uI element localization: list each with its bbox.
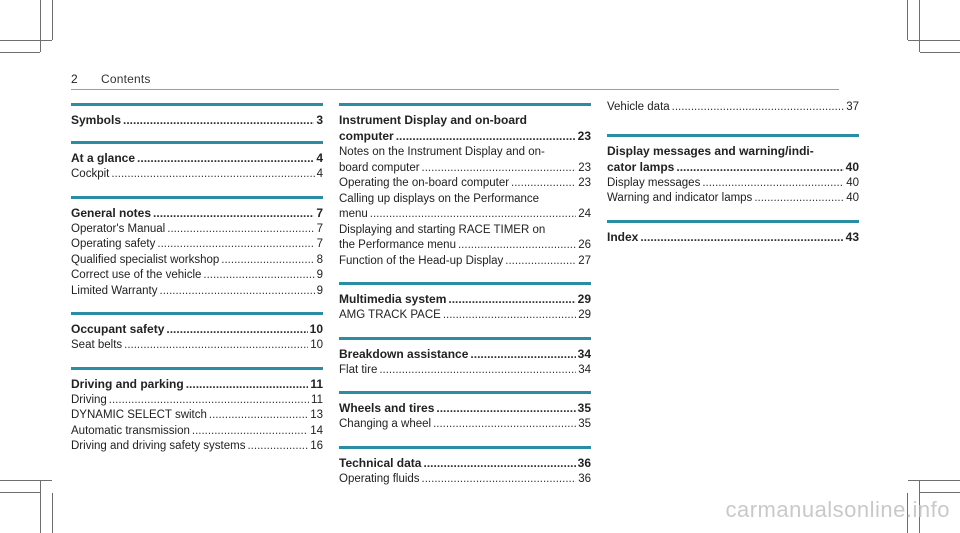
toc-entry-line: Notes on the Instrument Display and on- <box>339 146 545 158</box>
toc-entry[interactable]: Driving and driving safety systems ..... 16 <box>71 439 323 455</box>
toc-entry[interactable]: AMG TRACK PACE ..... 29 <box>339 308 591 324</box>
crop-mark <box>920 52 960 53</box>
toc-entry[interactable]: Flat tire ..... 34 <box>339 363 591 379</box>
toc-section <box>339 103 591 269</box>
crop-mark <box>920 492 960 493</box>
toc-entry[interactable]: board computer ..... 23 <box>339 161 591 177</box>
section-bar <box>71 141 323 144</box>
toc-section <box>71 367 323 455</box>
crop-mark <box>908 480 960 481</box>
toc-section-heading[interactable]: Multimedia system ..... 29 <box>339 291 591 307</box>
toc-entry[interactable]: Automatic transmission ..... 14 <box>71 424 323 440</box>
crop-mark <box>0 40 52 41</box>
toc-section <box>71 312 323 354</box>
toc-section-heading[interactable]: Technical data ..... 36 <box>339 455 591 471</box>
section-bar <box>71 367 323 370</box>
toc-entry-line: Calling up displays on the Performance <box>339 192 540 205</box>
section-bar <box>71 196 323 199</box>
toc-section-heading[interactable]: Breakdown assistance ..... 34 <box>339 346 591 362</box>
crop-mark <box>52 493 53 533</box>
toc-entry[interactable]: Changing a wheel ..... 35 <box>339 417 591 433</box>
toc-section-heading[interactable]: At a glance ..... 4 <box>71 150 323 166</box>
section-bar <box>607 134 859 137</box>
section-bar <box>339 391 591 394</box>
crop-mark <box>0 480 52 481</box>
toc-entry[interactable]: Warning and indicator lamps ..... 40 <box>607 191 859 207</box>
toc-section <box>607 134 859 207</box>
crop-mark <box>919 0 920 52</box>
toc-section-heading[interactable]: Symbols ..... 3 <box>71 112 323 128</box>
toc-section <box>339 282 591 324</box>
crop-mark <box>40 481 41 533</box>
page-header-title: Contents <box>101 72 151 86</box>
toc-entry[interactable]: Operator's Manual ..... 7 <box>71 222 323 238</box>
section-bar <box>71 103 323 106</box>
toc-section <box>71 103 323 128</box>
page-number: 2 <box>71 72 78 86</box>
section-bar <box>339 446 591 449</box>
toc-column-3 <box>607 100 859 258</box>
toc-section <box>71 196 323 300</box>
toc-column-1 <box>71 103 323 468</box>
toc-entry[interactable]: Operating fluids ..... 36 <box>339 472 591 488</box>
watermark: carmanualsonline.info <box>725 497 950 522</box>
toc-section-heading[interactable]: Wheels and tires ..... 35 <box>339 400 591 416</box>
toc-entry[interactable]: Correct use of the vehicle ..... 9 <box>71 268 323 284</box>
toc-entry[interactable]: Seat belts ..... 10 <box>71 338 323 354</box>
toc-entry[interactable]: Operating the on-board computer ..... 23 <box>339 176 591 192</box>
crop-mark <box>40 0 41 52</box>
toc-section <box>339 337 591 379</box>
toc-entry[interactable]: Limited Warranty ..... 9 <box>71 284 323 300</box>
toc-section-heading[interactable]: Index ..... 43 <box>607 229 859 245</box>
toc-section-heading[interactable]: General notes ..... 7 <box>71 205 323 221</box>
toc-entry[interactable]: Cockpit ..... 4 <box>71 167 323 183</box>
toc-section <box>607 220 859 245</box>
crop-mark <box>908 40 960 41</box>
toc-section <box>339 391 591 433</box>
toc-entry[interactable]: Operating safety ..... 7 <box>71 237 323 253</box>
toc-section-heading[interactable]: Occupant safety ..... 10 <box>71 321 323 337</box>
crop-mark <box>907 0 908 40</box>
toc-section-heading-line: Display messages and warning/indi- <box>607 143 814 158</box>
toc-section-heading[interactable]: Driving and parking ..... 11 <box>71 376 323 392</box>
toc-section-heading[interactable]: cator lamps ..... 40 <box>607 159 859 175</box>
toc-entry[interactable]: Qualified specialist workshop ..... 8 <box>71 253 323 269</box>
section-bar <box>607 220 859 223</box>
toc-section <box>339 446 591 488</box>
toc-entry-line: Displaying and starting RACE TIMER on <box>339 223 546 236</box>
crop-mark <box>52 0 53 40</box>
toc-entry[interactable]: Vehicle data ..... 37 <box>607 100 859 116</box>
toc-entry[interactable]: Display messages ..... 40 <box>607 176 859 192</box>
toc-section-heading-line: Instrument Display and on-board <box>339 113 528 127</box>
toc-section <box>607 100 859 116</box>
toc-section-heading[interactable]: computer ..... 23 <box>339 128 591 144</box>
toc-entry[interactable]: Function of the Head-up Display ..... 27 <box>339 254 591 270</box>
toc-entry[interactable]: DYNAMIC SELECT switch ..... 13 <box>71 408 323 424</box>
crop-mark <box>0 492 40 493</box>
section-bar <box>71 312 323 315</box>
crop-mark <box>0 52 40 53</box>
toc-entry[interactable]: Driving ..... 11 <box>71 393 323 409</box>
toc-entry[interactable]: menu ..... 24 <box>339 207 591 223</box>
toc-section <box>71 141 323 183</box>
toc-entry[interactable]: the Performance menu ..... 26 <box>339 238 591 254</box>
toc-column-2 <box>339 103 591 500</box>
section-bar <box>339 103 591 106</box>
header-rule <box>71 89 839 90</box>
section-bar <box>339 282 591 285</box>
section-bar <box>339 337 591 340</box>
